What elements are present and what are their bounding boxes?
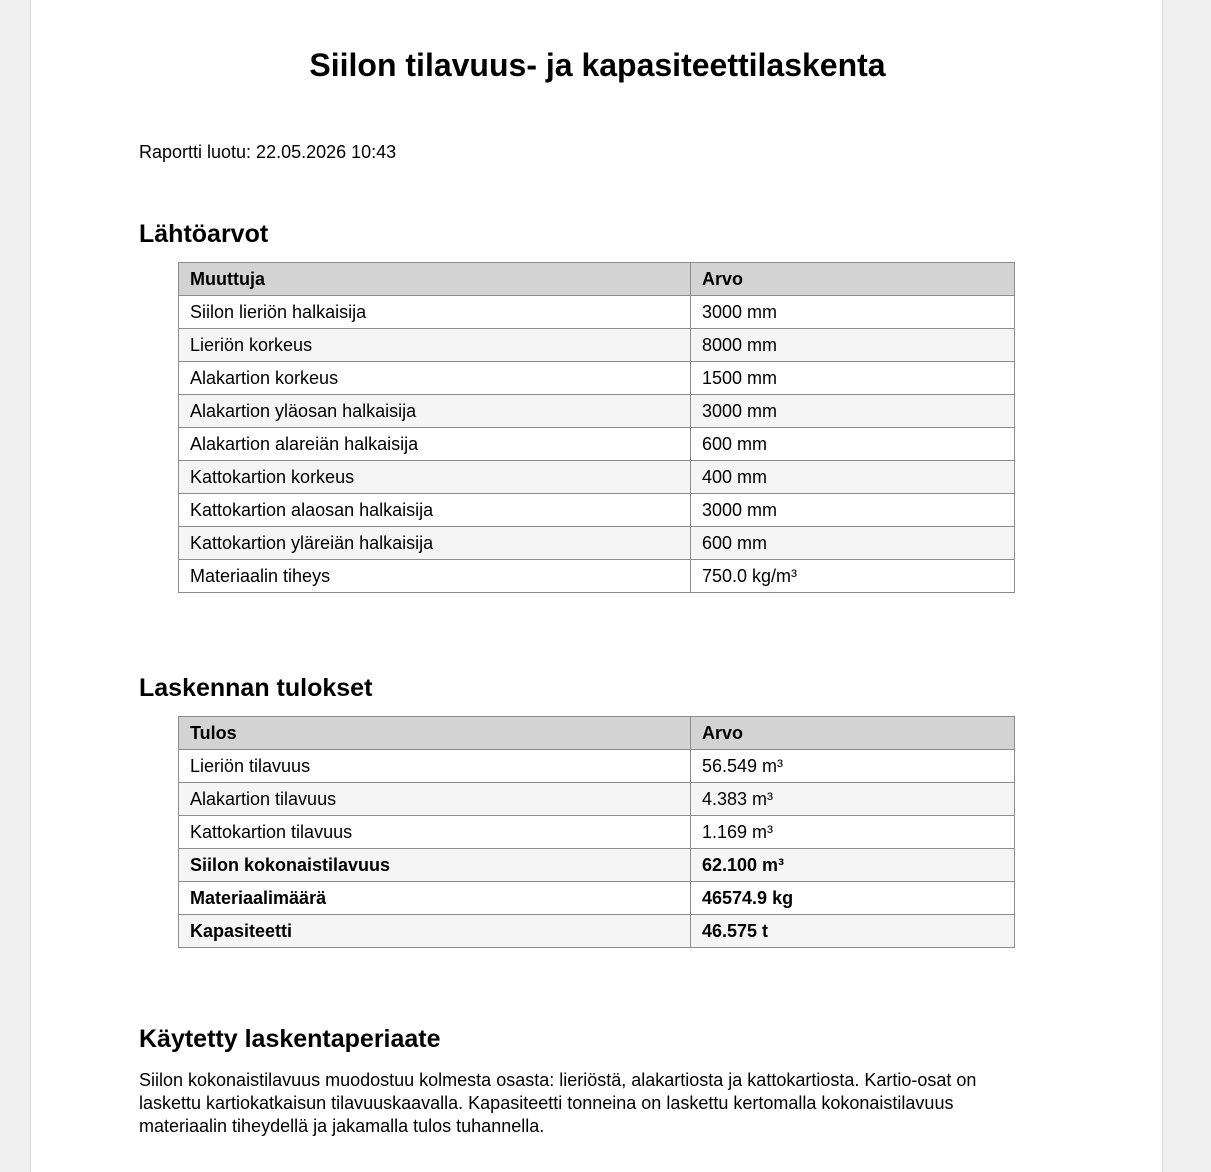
report-date: Raportti luotu: 22.05.2026 10:43	[139, 142, 397, 162]
column-header: Arvo	[691, 263, 1015, 296]
table-row-total-volume	[179, 849, 1015, 882]
table-row	[179, 329, 1015, 362]
variable-name-cell: Alakartion alareiän halkaisija	[179, 428, 691, 461]
result-value-cell: 46.575 t	[691, 915, 1015, 948]
variable-name-cell: Materiaalin tiheys	[179, 560, 691, 593]
value-cell: 600 mm	[691, 428, 1015, 461]
result-name-cell: Kapasiteetti	[179, 915, 691, 948]
variable-name-cell: Kattokartion korkeus	[179, 461, 691, 494]
value-cell: 3000 mm	[691, 395, 1015, 428]
result-name-cell: Kattokartion tilavuus	[179, 816, 691, 849]
document-title: Siilon tilavuus- ja kapasiteettilaskenta	[309, 47, 886, 83]
value-cell: 3000 mm	[691, 296, 1015, 329]
table-row	[179, 428, 1015, 461]
table-row	[179, 395, 1015, 428]
table-row	[179, 527, 1015, 560]
result-value-cell: 62.100 m³	[691, 849, 1015, 882]
column-header: Arvo	[691, 717, 1015, 750]
result-value-cell: 56.549 m³	[691, 750, 1015, 783]
table-row-material-amount	[179, 882, 1015, 915]
table-row	[179, 560, 1015, 593]
document-page	[30, 0, 1163, 1172]
result-name-cell: Alakartion tilavuus	[179, 783, 691, 816]
value-cell: 750.0 kg/m³	[691, 560, 1015, 593]
table-row	[179, 362, 1015, 395]
column-header: Tulos	[179, 717, 691, 750]
table-row	[179, 816, 1015, 849]
variable-name-cell: Kattokartion alaosan halkaisija	[179, 494, 691, 527]
value-cell: 8000 mm	[691, 329, 1015, 362]
value-cell: 3000 mm	[691, 494, 1015, 527]
result-name-cell: Materiaalimäärä	[179, 882, 691, 915]
table-row	[179, 783, 1015, 816]
inputs-heading: Lähtöarvot	[139, 220, 269, 248]
method-paragraph: Siilon kokonaistilavuus muodostuu kolmesta osasta: lieriöstä, alakartiosta ja kattokartiosta. Kartio-osat on laskettu kartiokatkaisun tilavuuskaavalla. Kapasiteetti tonneina on laskettu kertomalla kokonaistilavuus materiaalin tiheydellä ja jakamalla tulos tuhannella.	[139, 1070, 977, 1136]
method-heading: Käytetty laskentaperiaate	[139, 1025, 441, 1053]
variable-name-cell: Lieriön korkeus	[179, 329, 691, 362]
table-row	[179, 494, 1015, 527]
inputs-table	[178, 262, 1015, 593]
table-header-row	[179, 717, 1015, 750]
results-table	[178, 716, 1015, 948]
value-cell: 600 mm	[691, 527, 1015, 560]
result-value-cell: 1.169 m³	[691, 816, 1015, 849]
column-header: Muuttuja	[179, 263, 691, 296]
variable-name-cell: Kattokartion yläreiän halkaisija	[179, 527, 691, 560]
table-header-row	[179, 263, 1015, 296]
variable-name-cell: Alakartion yläosan halkaisija	[179, 395, 691, 428]
value-cell: 1500 mm	[691, 362, 1015, 395]
table-row	[179, 750, 1015, 783]
variable-name-cell: Siilon lieriön halkaisija	[179, 296, 691, 329]
result-value-cell: 4.383 m³	[691, 783, 1015, 816]
value-cell: 400 mm	[691, 461, 1015, 494]
results-heading: Laskennan tulokset	[139, 674, 373, 702]
variable-name-cell: Alakartion korkeus	[179, 362, 691, 395]
result-name-cell: Lieriön tilavuus	[179, 750, 691, 783]
table-row-capacity	[179, 915, 1015, 948]
table-row	[179, 296, 1015, 329]
result-name-cell: Siilon kokonaistilavuus	[179, 849, 691, 882]
table-row	[179, 461, 1015, 494]
result-value-cell: 46574.9 kg	[691, 882, 1015, 915]
